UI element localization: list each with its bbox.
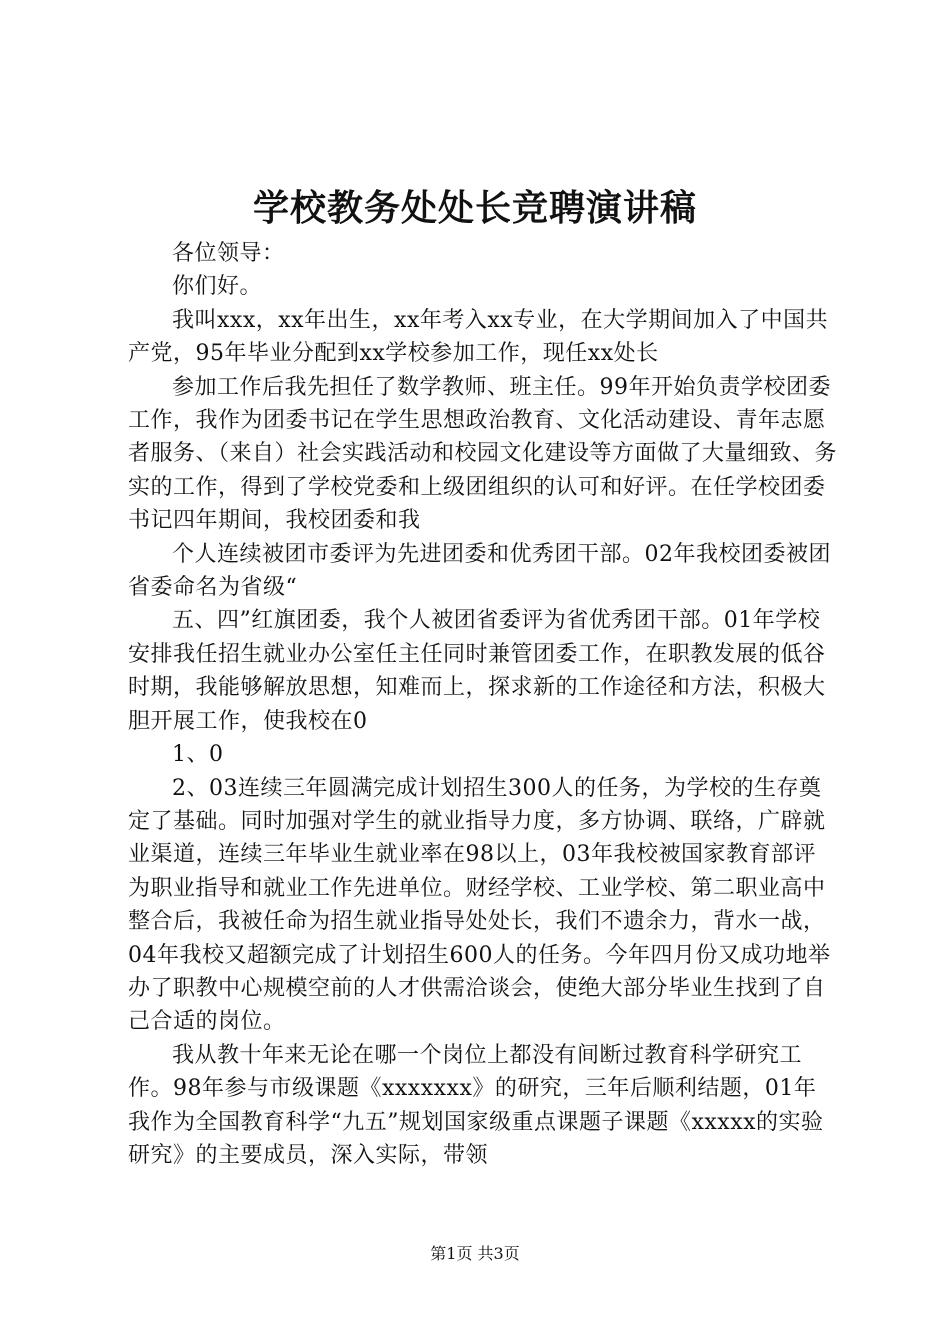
paragraph-red-flag: 五、四”红旗团委，我个人被团省委评为省优秀团干部。01年学校安排我任招生就业办公室任主任同时兼管团委工作，在职教发展的低谷时期，我能够解放思想，知难而上，探求新的工作途径和方法，积极大胆开展工作，使我校在0 — [128, 608, 826, 734]
paragraph-research: 我从教十年来无论在哪一个岗位上都没有间断过教育科学研究工作。98年参与市级课题《xxxxxxx》的研究，三年后顺利结题，01年我作为全国教育科学“九五”规划国家级重点课题子课题《xxxxx的实验研究》的主要成员，深入实际，带领 — [128, 1042, 824, 1168]
document-title: 学校教务处处长竞聘演讲稿 — [252, 187, 697, 229]
paragraph-honors: 个人连续被团市委评为先进团委和优秀团干部。02年我校团委被团省委命名为省级“ — [128, 541, 831, 601]
paragraph-salutation: 各位领导： — [172, 241, 285, 266]
page-footer: 第1页 共3页 — [430, 1244, 520, 1263]
paragraph-introduction: 我叫xxx，xx年出生，xx年考入xx专业，在大学期间加入了中国共产党，95年毕业分配到xx学校参加工作，现任xx处长 — [128, 307, 829, 367]
paragraph-work-experience: 参加工作后我先担任了数学教师、班主任。99年开始负责学校团委工作，我作为团委书记在学生思想政治教育、文化活动建设、青年志愿者服务、（来自）社会实践活动和校园文化建设等方面做了大量细致、务实的工作，得到了学校党委和上级团组织的认可和好评。在任学校团委书记四年期间，我校团委和我 — [128, 374, 838, 534]
paragraph-greeting: 你们好。 — [172, 274, 263, 300]
paragraph-fragment: 1、0 — [172, 742, 224, 768]
paragraph-enrollment: 2、03连续三年圆满完成计划招生300人的任务，为学校的生存奠定了基础。同时加强对学生的就业指导力度，多方协调、联络，广辟就业渠道，连续三年毕业生就业率在98以上，03年我校被国家教育部评为职业指导和就业工作先进单位。财经学校、工业学校、第二职业高中整合后，我被任命为招生就业指导处处长，我们不遗余力，背水一战，04年我校又超额完成了计划招生600人的任务。今年四月份又成功地举办了职教中心规模空前的人才供需洽谈会，使绝大部分毕业生找到了自己合适的岗位。 — [128, 775, 831, 1035]
document-body — [128, 237, 838, 1172]
